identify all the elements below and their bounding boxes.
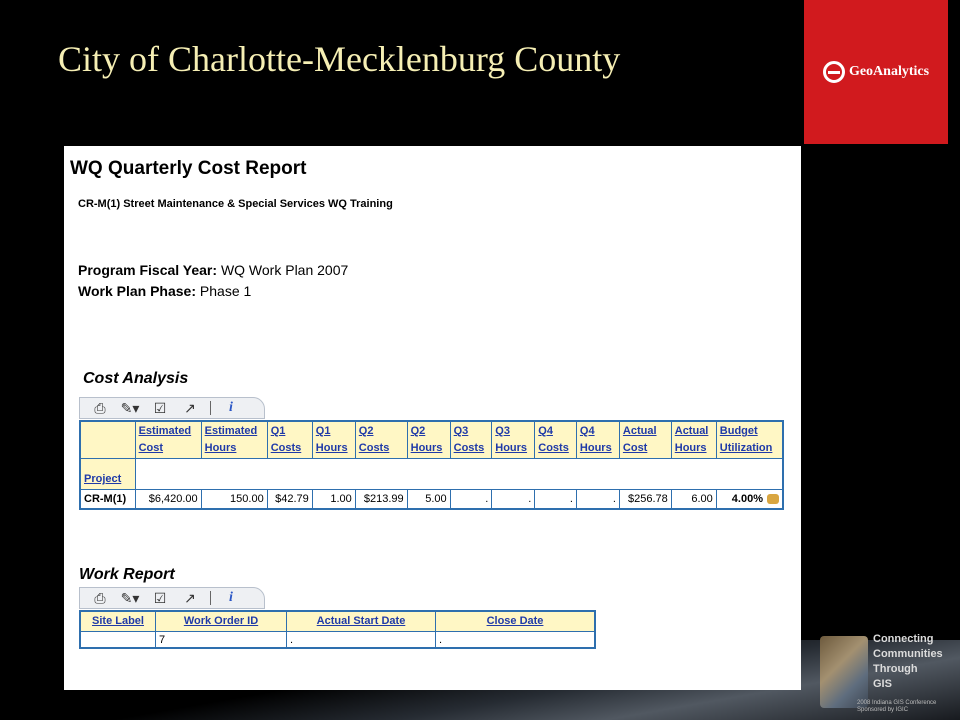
empty-band — [135, 459, 783, 490]
phase-value: Phase 1 — [199, 283, 252, 299]
work-order-id-cell: 7 — [156, 632, 287, 649]
close-date-cell: . — [436, 632, 596, 649]
table-row — [80, 632, 595, 649]
col-work-order-id[interactable]: Work Order ID — [156, 611, 287, 632]
col-actual-hours[interactable]: Actual Hours — [671, 421, 716, 459]
toolbar-separator — [210, 591, 211, 605]
q2-costs-cell: $213.99 — [355, 490, 407, 510]
project-header-row — [80, 459, 783, 490]
budget-utilization-value: 4.00% — [731, 493, 763, 505]
col-budget-utilization[interactable]: Budget Utilization — [716, 421, 783, 459]
cost-header-row — [80, 421, 783, 459]
export-icon[interactable]: ↗ — [184, 399, 196, 416]
print-icon[interactable]: ⎙ — [94, 399, 106, 416]
q4-hours-cell: . — [576, 490, 619, 510]
info-icon[interactable]: i — [229, 590, 233, 605]
check-icon[interactable]: ☑ — [153, 589, 167, 606]
col-estimated-hours[interactable]: Estimated Hours — [201, 421, 267, 459]
col-q1-hours[interactable]: Q1 Hours — [312, 421, 355, 459]
cost-analysis-title: Cost Analysis — [83, 370, 189, 387]
conference-tagline: Connecting Communities Through GIS — [873, 633, 943, 690]
col-q3-hours[interactable]: Q3 Hours — [492, 421, 535, 459]
q1-hours-cell: 1.00 — [312, 490, 355, 510]
brand-name: GeoAnalytics — [848, 64, 930, 79]
estimated-cost-cell: $6,420.00 — [135, 490, 201, 510]
slide-title: City of Charlotte-Mecklenburg County — [58, 39, 621, 79]
report-title: WQ Quarterly Cost Report — [70, 158, 307, 179]
work-report-title: Work Report — [79, 566, 175, 583]
q1-costs-cell: $42.79 — [267, 490, 312, 510]
conference-footer: 2008 Indiana GIS Conference Sponsored by IGIC — [857, 700, 937, 713]
work-header-row — [80, 611, 595, 632]
corner-cell — [80, 421, 135, 459]
col-estimated-cost[interactable]: Estimated Cost — [135, 421, 201, 459]
toolbar-separator — [210, 401, 211, 415]
edit-dropdown-icon[interactable]: ✎▾ — [120, 399, 140, 416]
estimated-hours-cell: 150.00 — [201, 490, 267, 510]
phase-label: Work Plan Phase: — [78, 283, 197, 299]
q3-hours-cell: . — [492, 490, 535, 510]
geoanalytics-globe-icon — [823, 61, 845, 83]
export-icon[interactable]: ↗ — [184, 589, 196, 606]
actual-cost-cell: $256.78 — [619, 490, 671, 510]
col-project[interactable]: Project — [80, 459, 135, 490]
col-actual-start-date[interactable]: Actual Start Date — [287, 611, 436, 632]
col-q2-costs[interactable]: Q2 Costs — [355, 421, 407, 459]
q2-hours-cell: 5.00 — [407, 490, 450, 510]
q3-costs-cell: . — [450, 490, 492, 510]
budget-utilization-cell — [716, 490, 783, 510]
actual-start-date-cell: . — [287, 632, 436, 649]
site-label-cell — [80, 632, 156, 649]
edit-dropdown-icon[interactable]: ✎▾ — [120, 589, 140, 606]
cost-analysis-table — [79, 420, 784, 510]
col-q3-costs[interactable]: Q3 Costs — [450, 421, 492, 459]
report-screenshot — [64, 146, 801, 690]
fiscal-year-label: Program Fiscal Year: — [78, 262, 218, 278]
col-q4-costs[interactable]: Q4 Costs — [535, 421, 577, 459]
col-actual-cost[interactable]: Actual Cost — [619, 421, 671, 459]
phase-line — [78, 283, 251, 299]
col-q1-costs[interactable]: Q1 Costs — [267, 421, 312, 459]
fiscal-year-value: WQ Work Plan 2007 — [220, 262, 349, 278]
actual-hours-cell: 6.00 — [671, 490, 716, 510]
col-close-date[interactable]: Close Date — [436, 611, 596, 632]
print-icon[interactable]: ⎙ — [94, 589, 106, 606]
geoanalytics-logo — [804, 0, 948, 144]
report-subtitle: CR-M(1) Street Maintenance & Special Services WQ Training — [78, 198, 393, 210]
fiscal-year-line — [78, 262, 348, 278]
cost-analysis-toolbar — [79, 397, 265, 419]
col-site-label[interactable]: Site Label — [80, 611, 156, 632]
indiana-puzzle-icon — [820, 636, 868, 708]
col-q4-hours[interactable]: Q4 Hours — [576, 421, 619, 459]
conference-logo — [815, 630, 955, 715]
thumbs-up-icon — [767, 494, 779, 504]
work-report-table — [79, 610, 596, 649]
project-cell: CR-M(1) — [80, 490, 135, 510]
info-icon[interactable]: i — [229, 400, 233, 415]
table-row — [80, 490, 783, 510]
col-q2-hours[interactable]: Q2 Hours — [407, 421, 450, 459]
work-report-toolbar — [79, 587, 265, 609]
q4-costs-cell: . — [535, 490, 577, 510]
check-icon[interactable]: ☑ — [153, 399, 167, 416]
